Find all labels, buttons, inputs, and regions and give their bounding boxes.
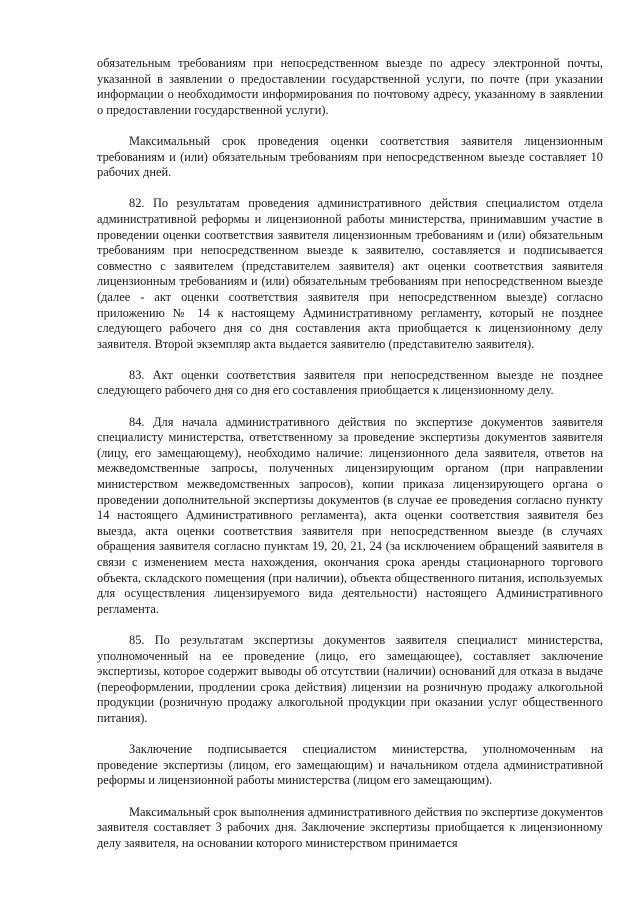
paragraph-7: Заключение подписывается специалистом министерства, уполномоченным на проведение экспертизы (лицом, его замещающим) и начальником отдела административной реформы и лицензионной работы министерства (лицом его замещающим). (97, 742, 603, 788)
paragraph-5: 84. Для начала административного действия по экспертизе документов заявителя специалисту министерства, ответственному за проведение экспертизы документов заявителя (лицу, его замещающему), необходимо наличие: лицензионного дела заявителя, ответов на межведомственные запросы, полученных лицензирующим органом (при направлении министерством межведомственных запросов), копии приказа лицензирующего органа о проведении дополнительной экспертизы документов (в случае ее проведения согласно пункту 14 настоящего Административного регламента), акта оценки соответствия заявителя без выезда, акта оценки соответствия заявителя при непосредственном выезде (в случаях обращения заявителя согласно пунктам 19, 20, 21, 24 (за исключением обращений заявителя в связи с изменением места нахождения, окончания срока аренды стационарного торгового объекта, складского помещения (при наличии), объекта общественного питания, используемых для осуществления лицензируемого вида деятельности) настоящего Административного регламента. (97, 414, 603, 616)
paragraph-8: Максимальный срок выполнения административного действия по экспертизе документов заявителя составляет 3 рабочих дня. Заключение экспертизы приобщается к лицензионному делу заявителя, на основании которого министерством принимается (97, 804, 603, 850)
paragraph-3: 82. По результатам проведения административного действия специалистом отдела административной реформы и лицензионной работы министерства, принимавшим участие в проведении оценки соответствия заявителя лицензионным требованиям и (или) обязательным требованиям при непосредственном выезде к заявителю, составляется и подписывается совместно с заявителем (представителем заявителя) акт оценки соответствия заявителя лицензионным требованиям и (или) обязательным требованиям при непосредственном выезде (далее - акт оценки соответствия заявителя при непосредственном выезде) согласно приложению № 14 к настоящему Административному регламенту, который не позднее следующего рабочего дня со дня составления акта приобщается к лицензионному делу заявителя. Второй экземпляр акта выдается заявителю (представителю заявителя). (97, 196, 603, 351)
document-page (97, 56, 603, 867)
paragraph-4: 83. Акт оценки соответствия заявителя при непосредственном выезде не позднее следующего рабочего дня со дня его составления приобщается к лицензионному делу. (97, 367, 603, 398)
paragraph-2: Максимальный срок проведения оценки соответствия заявителя лицензионным требованиям и (или) обязательным требованиям при непосредственном выезде составляет 10 рабочих дней. (97, 133, 603, 180)
paragraph-1: обязательным требованиям при непосредственном выезде по адресу электронной почты, указанной в заявлении о предоставлении государственной услуги, по почте (при указании информации о необходимости информирования по почтовому адресу, указанному в заявлении о предоставлении государственной услуги). (97, 56, 603, 117)
paragraph-6: 85. По результатам экспертизы документов заявителя специалист министерства, уполномоченный на ее проведение (лицо, его замещающее), составляет заключение экспертизы, которое содержит выводы об отсутствии (наличии) оснований для отказа в выдаче (переоформлении, продлении срока действия) лицензии на розничную продажу алкогольной продукции (розничную продажу алкогольной продукции при оказании услуг общественного питания). (97, 632, 603, 725)
